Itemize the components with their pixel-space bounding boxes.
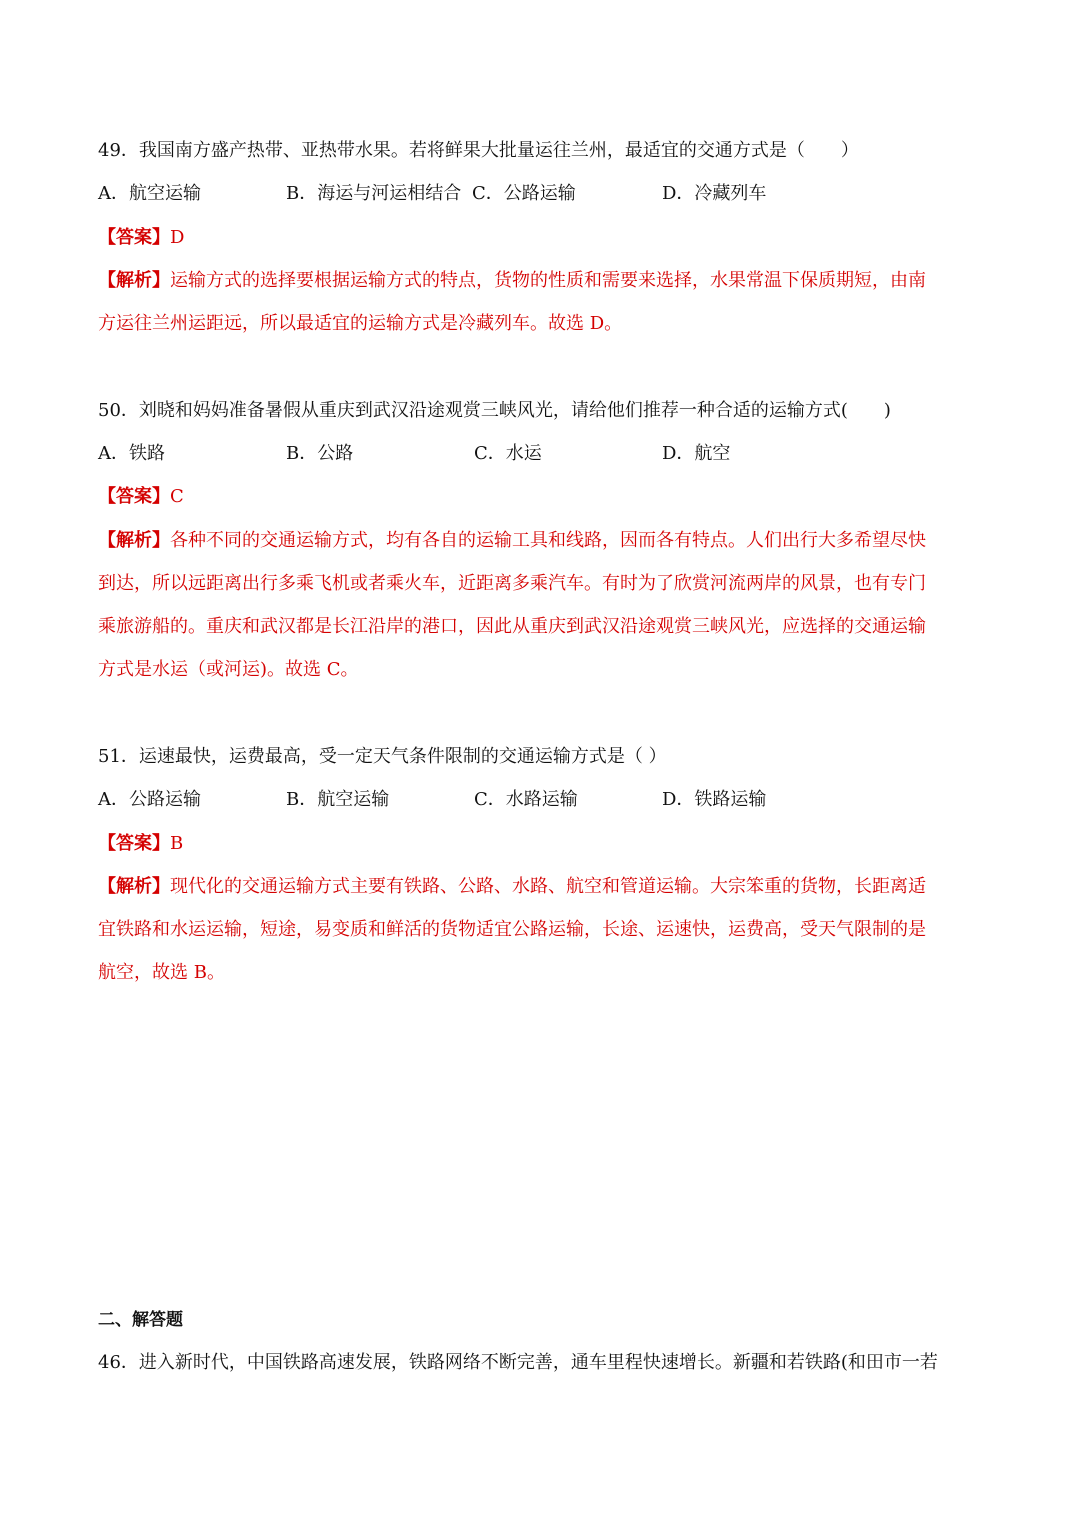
question-50-analysis-line-3: 乘旅游船的。重庆和武汉都是长江沿岸的港口，因此从重庆到武汉沿途观赏三峡风光，应选择的交通运输 (98, 616, 926, 637)
question-50-option-d: D．航空 (662, 443, 731, 464)
question-49-option-a: A．航空运输 (98, 183, 201, 204)
answer-value: C (170, 486, 184, 507)
answer-value: B (170, 833, 184, 854)
question-49-answer (98, 226, 184, 250)
question-50-analysis-line-2: 到达，所以远距离出行多乘飞机或者乘火车，近距离多乘汽车。有时为了欣赏河流两岸的风景，也有专门 (98, 573, 926, 594)
question-50-analysis-line-4: 方式是水运（或河运)。故选 C。 (98, 659, 359, 680)
analysis-text: 各种不同的交通运输方式，均有各自的运输工具和线路，因而各有特点。人们出行大多希望尽快 (170, 530, 926, 551)
question-46-stem: 46．进入新时代，中国铁路高速发展，铁路网络不断完善，通车里程快速增长。新疆和若铁路(和田市一若 (98, 1352, 938, 1373)
question-51-option-a: A．公路运输 (98, 789, 201, 810)
question-50-answer (98, 485, 184, 509)
question-51-option-c: C．水路运输 (474, 789, 578, 810)
analysis-tag: 【解析】 (98, 876, 170, 897)
question-50-option-a: A．铁路 (98, 443, 165, 464)
answer-tag: 【答案】 (98, 833, 170, 854)
question-51-stem: 51．运速最快，运费最高，受一定天气条件限制的交通运输方式是（ ） (98, 746, 667, 767)
analysis-tag: 【解析】 (98, 530, 170, 551)
question-49-option-c: C．公路运输 (472, 183, 576, 204)
answer-tag: 【答案】 (98, 486, 170, 507)
question-51-option-d: D．铁路运输 (662, 789, 767, 810)
question-49-analysis-line-2: 方运往兰州运距远，所以最适宜的运输方式是冷藏列车。故选 D。 (98, 313, 623, 334)
answer-value: D (170, 227, 185, 248)
question-51-answer (98, 832, 183, 856)
question-50-option-b: B．公路 (286, 443, 354, 464)
question-51-analysis-line-1 (98, 875, 926, 899)
question-49-option-b: B．海运与河运相结合 (286, 183, 462, 204)
section-title: 二、解答题 (98, 1310, 183, 1330)
analysis-text: 现代化的交通运输方式主要有铁路、公路、水路、航空和管道运输。大宗笨重的货物，长距离适 (170, 876, 926, 897)
analysis-text: 运输方式的选择要根据运输方式的特点，货物的性质和需要来选择，水果常温下保质期短，由南 (170, 270, 926, 291)
question-51-analysis-line-3: 航空，故选 B。 (98, 962, 225, 983)
answer-tag: 【答案】 (98, 227, 170, 248)
question-49-analysis-line-1 (98, 269, 926, 293)
analysis-tag: 【解析】 (98, 270, 170, 291)
question-50-stem: 50．刘晓和妈妈准备暑假从重庆到武汉沿途观赏三峡风光，请给他们推荐一种合适的运输方式( ) (98, 400, 891, 421)
question-49-option-d: D．冷藏列车 (662, 183, 767, 204)
question-51-analysis-line-2: 宜铁路和水运运输，短途，易变质和鲜活的货物适宜公路运输，长途、运速快，运费高，受天气限制的是 (98, 919, 926, 940)
question-51-option-b: B．航空运输 (286, 789, 390, 810)
question-49-stem: 49．我国南方盛产热带、亚热带水果。若将鲜果大批量运往兰州，最适宜的交通方式是（ ） (98, 140, 859, 161)
question-50-option-c: C．水运 (474, 443, 542, 464)
question-50-analysis-line-1 (98, 529, 926, 553)
